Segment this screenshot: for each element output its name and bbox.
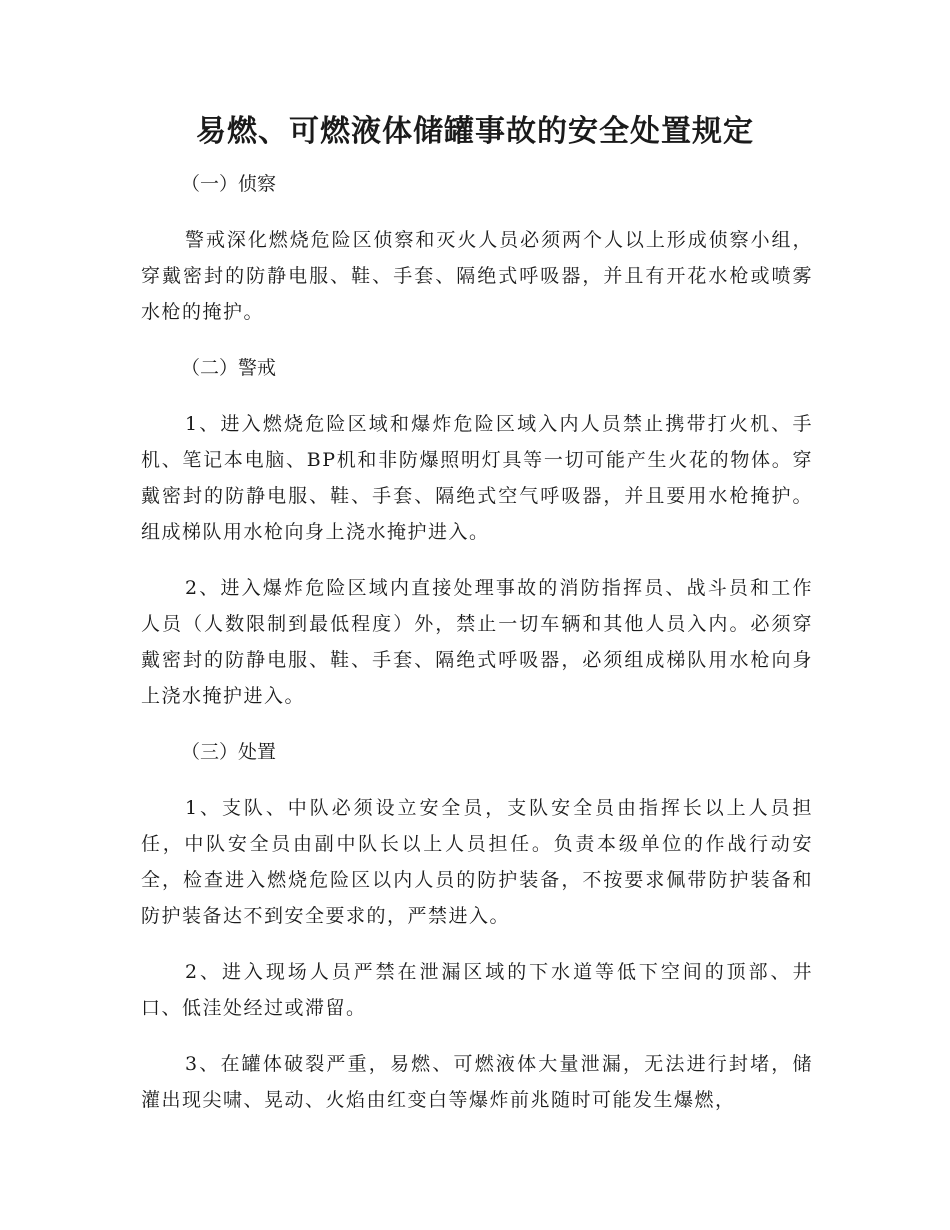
paragraph-cordon-2: 2、进入爆炸危险区域内直接处理事故的消防指挥员、战斗员和工作人员（人数限制到最低程度）外，禁止一切车辆和其他人员入内。必须穿戴密封的防静电服、鞋、手套、隔绝式呼吸器，必须组成梯队用水枪向身上浇水掩护进入。	[141, 577, 813, 707]
paragraph-cordon-1: 1、进入燃烧危险区域和爆炸危险区域入内人员禁止携带打火机、手机、笔记本电脑、BP机和非防爆照明灯具等一切可能产生火花的物体。穿戴密封的防静电服、鞋、手套、隔绝式空气呼吸器，并且要用水枪掩护。组成梯队用水枪向身上浇水掩护进入。	[141, 413, 813, 543]
section-heading-reconnaissance: （一）侦察	[181, 173, 277, 195]
paragraph-disposal-3: 3、在罐体破裂严重，易燃、可燃液体大量泄漏，无法进行封堵，储灌出现尖啸、晃动、火焰由红变白等爆炸前兆随时可能发生爆燃，	[141, 1053, 813, 1111]
paragraph-disposal-2: 2、进入现场人员严禁在泄漏区域的下水道等低下空间的顶部、井口、低洼处经过或滞留。	[141, 961, 813, 1019]
section-heading-disposal: （三）处置	[181, 741, 277, 763]
section-heading-cordon: （二）警戒	[181, 357, 277, 379]
document-body	[141, 166, 813, 1118]
paragraph-reconnaissance: 警戒深化燃烧危险区侦察和灭火人员必须两个人以上形成侦察小组，穿戴密封的防静电服、鞋、手套、隔绝式呼吸器，并且有开花水枪或喷雾水枪的掩护。	[141, 229, 813, 323]
paragraph-disposal-1: 1、支队、中队必须设立安全员，支队安全员由指挥长以上人员担任，中队安全员由副中队长以上人员担任。负责本级单位的作战行动安全，检查进入燃烧危险区以内人员的防护装备，不按要求佩带防护装备和防护装备达不到安全要求的，严禁进入。	[141, 797, 813, 927]
document-title: 易燃、可燃液体储罐事故的安全处置规定	[196, 114, 754, 149]
